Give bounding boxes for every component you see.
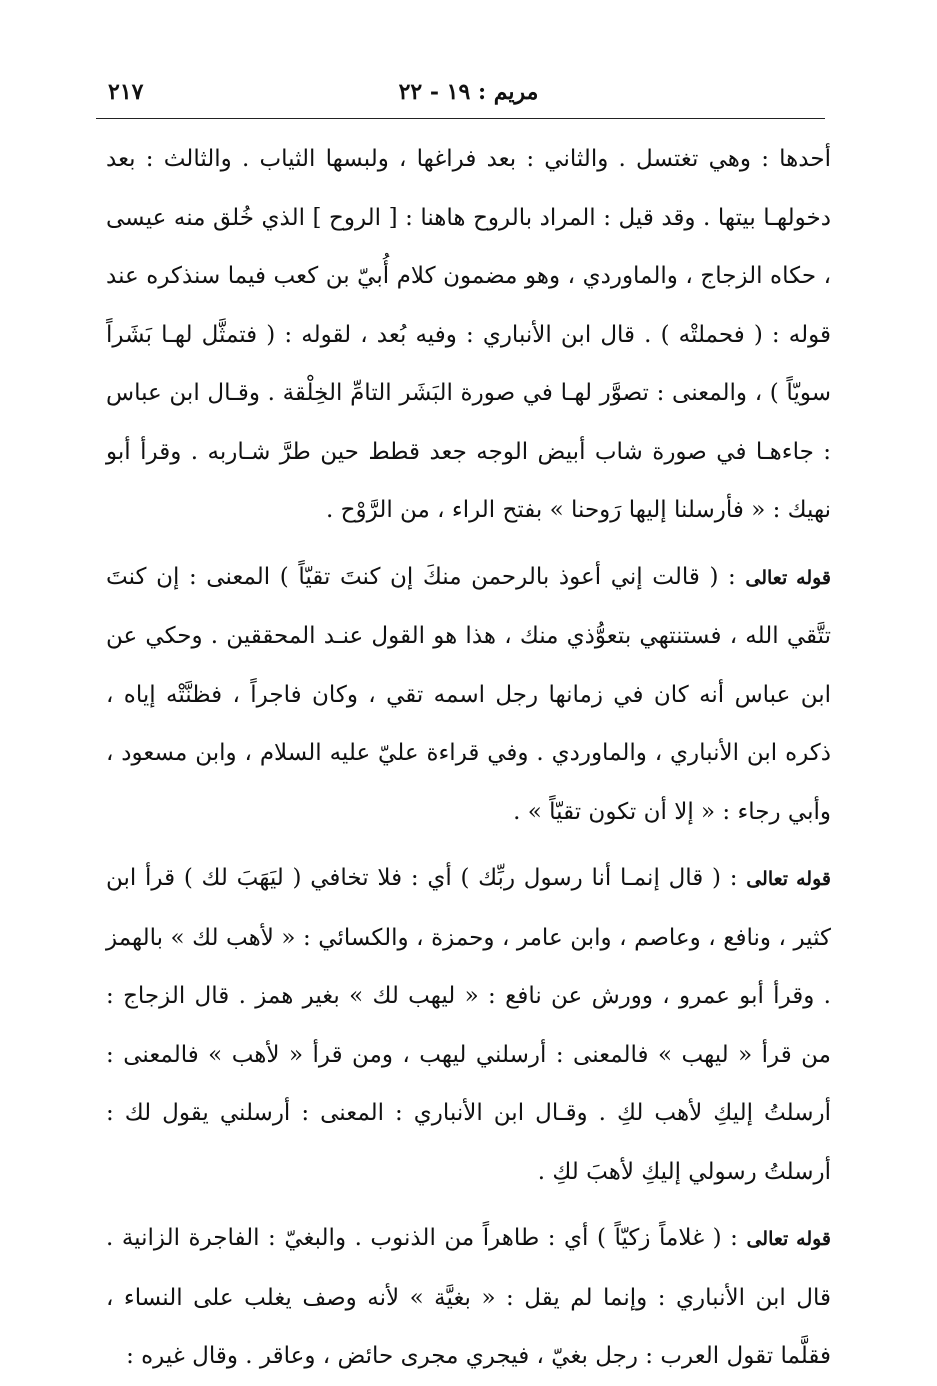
paragraph-1 bbox=[106, 130, 831, 540]
page-header bbox=[108, 70, 829, 114]
paragraph-text: : ( قالت إني أعوذ بالرحمن منكَ إن كنتَ تقيّاً ) المعنى : إن كنتَ تتَّقي الله ، فستنتهي بتعوُّذي منك ، هذا هو القول عنـد المحققين . وحكي عن ابن عباس أنه كان في زمانها رجل اسمه تقي ، وكان فاجراً ، فظنَّتْه إياه ، ذكره ابن الأنباري ، والماوردي . وفي قراءة عليّ عليه السلام ، وابن مسعود ، وأبي رجاء : « إلا أن تكون تقيّاً » . bbox=[106, 563, 831, 825]
page-body bbox=[106, 130, 831, 1386]
running-title: مريم : ١٩ - ٢٢ bbox=[398, 79, 539, 105]
verse-lead: قوله تعالى bbox=[745, 566, 832, 589]
paragraph-4 bbox=[106, 1209, 831, 1386]
verse-lead: قوله تعالى bbox=[746, 868, 831, 890]
page-number: ٢١٧ bbox=[108, 79, 144, 105]
header-rule bbox=[96, 118, 825, 119]
paragraph-text: : ( غلاماً زكيّاً ) أي : طاهراً من الذنوب . والبغيّ : الفاجرة الزانية . قال ابن الأنباري : وإنما لم يقل : « بغيَّة » لأنه وصف يغلب على النساء ، فقلَّما تقول العرب : رجل بغيّ ، فيجري مجرى حائض ، وعاقر . وقال غيره : bbox=[106, 1225, 831, 1369]
verse-lead: قوله تعالى bbox=[746, 1228, 832, 1250]
paragraph-text: أحدها : وهي تغتسل . والثاني : بعد فراغها ، ولبسها الثياب . والثالث : بعد دخولهـا بيتها . وقد قيل : المراد بالروح هاهنا : [ الروح ] الذي خُلق منه عيسى ، حكاه الزجاج ، والماوردي ، وهو مضمون كلام أُبيّ بن كعب فيما سنذكره عند قوله : ( فحملتْه ) . قال ابن الأنباري : وفيه بُعد ، لقوله : ( فتمثَّل لهـا بَشَراً سويّاً ) ، والمعنى : تصوَّر لهـا في صورة البَشَر التامِّ الخِلْقة . وقـال ابن عباس : جاءهـا في صورة شاب أبيض الوجه جعد قطط حين طرَّ شـاربه . وقرأ أبو نهيك : « فأرسلنا إليها رَوحنا » بفتح الراء ، من الرَّوْح . bbox=[106, 146, 831, 523]
paragraph-2 bbox=[106, 548, 831, 842]
paragraph-text: : ( قال إنمـا أنا رسول ربِّك ) أي : فلا تخافي ( ليَهَبَ لك ) قرأ ابن كثير ، ونافع ، وعاصم ، وابن عامر ، وحمزة ، والكسائي : « لأهب لك » بالهمز . وقرأ أبو عمرو ، وورش عن نافع : « ليهب لك » بغير همز . قال الزجاج : من قرأ « ليهب » فالمعنى : أرسلني ليهب ، ومن قرأ « لأهب » فالمعنى : أرسلتُ إليكِ لأهب لكِ . وقـال ابن الأنباري : المعنى : أرسلني يقول لك : أرسلتُ رسولي إليكِ لأهبَ لكِ . bbox=[106, 865, 831, 1185]
paragraph-3 bbox=[106, 849, 831, 1201]
